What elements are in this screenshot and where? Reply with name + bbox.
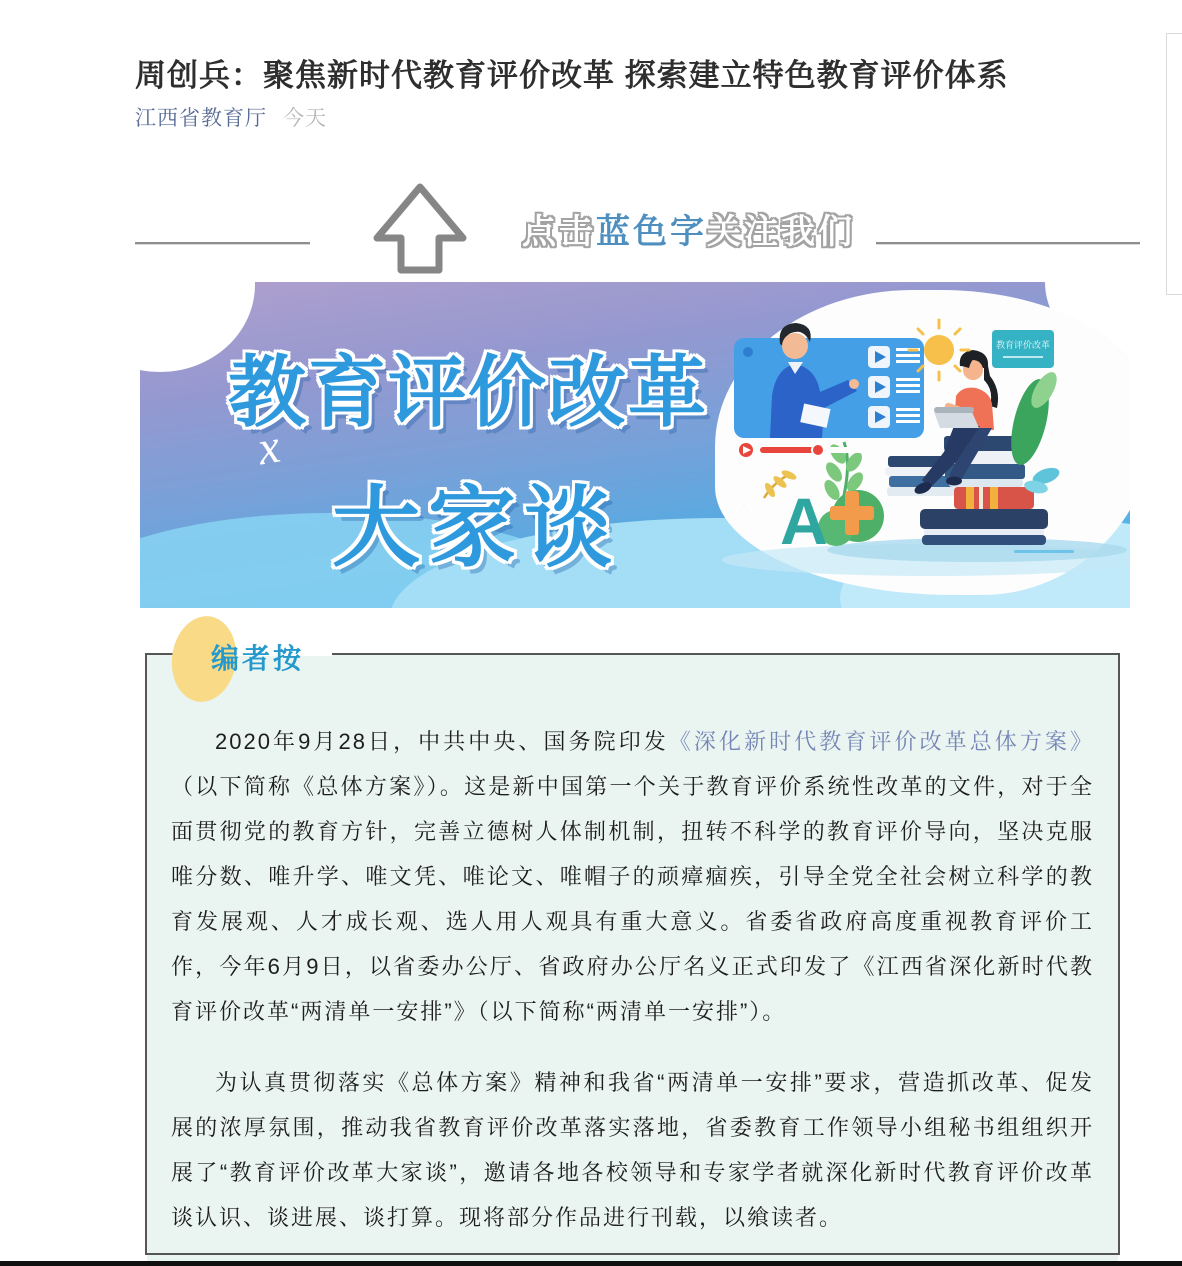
- playlist-text: [896, 354, 920, 357]
- laptop-lid: [934, 407, 974, 413]
- playlist-text: [896, 378, 920, 381]
- playlist-text: [896, 360, 920, 363]
- right-side-panel[interactable]: [1166, 33, 1182, 295]
- hero-illustration: [692, 304, 1130, 604]
- book-base: [922, 535, 1046, 545]
- plan-document-link[interactable]: 《深化新时代教育评价改革总体方案》: [668, 729, 1094, 754]
- presenter-hand: [849, 379, 859, 389]
- a-plus-letter: A: [780, 484, 828, 558]
- book-base: [920, 509, 1048, 529]
- publish-date: 今天: [283, 107, 327, 130]
- playlist-text: [896, 414, 920, 417]
- ring-decoration: [737, 503, 751, 517]
- follow-text: [522, 204, 855, 253]
- policy-card: [992, 330, 1054, 368]
- follow-banner[interactable]: [0, 178, 1182, 278]
- follow-text-before: 点击: [522, 213, 596, 251]
- paragraph-1: [171, 719, 1094, 1034]
- up-arrow-icon: [372, 182, 468, 274]
- playlist-text: [896, 408, 920, 411]
- hero-banner-image[interactable]: [140, 282, 1130, 608]
- paragraph-2: 为认真贯彻落实《总体方案》精神和我省“两清单一安排”要求，营造抓改革、促发展的浓厚氛围，推动我省教育评价改革落实落地，省委教育工作领导小组秘书组组织开展了“教育评价改革大家谈”，邀请各地各校领导和专家学者就深化新时代教育评价改革谈认识、谈进展、谈打算。现将部分作品进行刊载，以飨读者。: [171, 1070, 1094, 1230]
- book-pages: [924, 529, 1044, 535]
- divider-line-right: [876, 242, 1140, 245]
- ground-line: [1014, 550, 1074, 553]
- playlist-text: [896, 420, 920, 423]
- laptop: [934, 412, 979, 428]
- woman-shoe: [946, 477, 962, 486]
- a-plus-cross: [845, 491, 859, 535]
- sun-icon: [909, 320, 969, 380]
- byline: [135, 102, 327, 132]
- playlist-text: [896, 390, 920, 393]
- editor-note-label: 编者按: [211, 643, 305, 674]
- hero-title-line2: 大家谈: [332, 478, 621, 577]
- book-stripe: [990, 487, 998, 509]
- progress-fill: [760, 447, 818, 453]
- progress-knob: [812, 444, 824, 456]
- editor-note-content: [145, 653, 1120, 1266]
- policy-card-label: 教育评价改革: [995, 340, 1051, 350]
- hero-title-line1: 教育评价改革: [228, 348, 709, 436]
- playlist-text: [896, 384, 920, 387]
- divider-line-left: [135, 242, 310, 245]
- player-dot: [743, 347, 753, 357]
- video-player: [734, 338, 924, 438]
- paragraph-1-text-after: （以下简称《总体方案》）。这是新中国第一个关于教育评价系统性改革的文件，对于全面贯彻党的教育方针，完善立德树人体制机制，扭转不科学的教育评价导向，坚决克服唯分数、唯升学、唯文凭、唯论文、唯帽子的顽瘴痼疾，引导全党全社会树立科学的教育发展观、人才成长观、选人用人观具有重大意义。省委省政府高度重视教育评价工作，今年6月9日，以省委办公厅、省政府办公厅名义正式印发了《江西省深化新时代教育评价改革“两清单一安排”》（以下简称“两清单一安排”）。: [171, 774, 1094, 1024]
- follow-text-after: 关注我们: [707, 213, 855, 251]
- hero-connector: x: [253, 419, 284, 476]
- book-stripe: [979, 487, 983, 509]
- paragraph-1-text-before: 2020年9月28日，中共中央、国务院印发: [215, 729, 669, 754]
- source-account-link[interactable]: 江西省教育厅: [135, 107, 267, 130]
- bottom-edge-bar: [0, 1261, 1182, 1266]
- page-title: 周创兵：聚焦新时代教育评价改革 探索建立特色教育评价体系: [135, 57, 1009, 93]
- presenter-face: [782, 333, 808, 359]
- follow-text-highlight: 蓝色字: [596, 213, 707, 251]
- book-stripe: [966, 487, 974, 509]
